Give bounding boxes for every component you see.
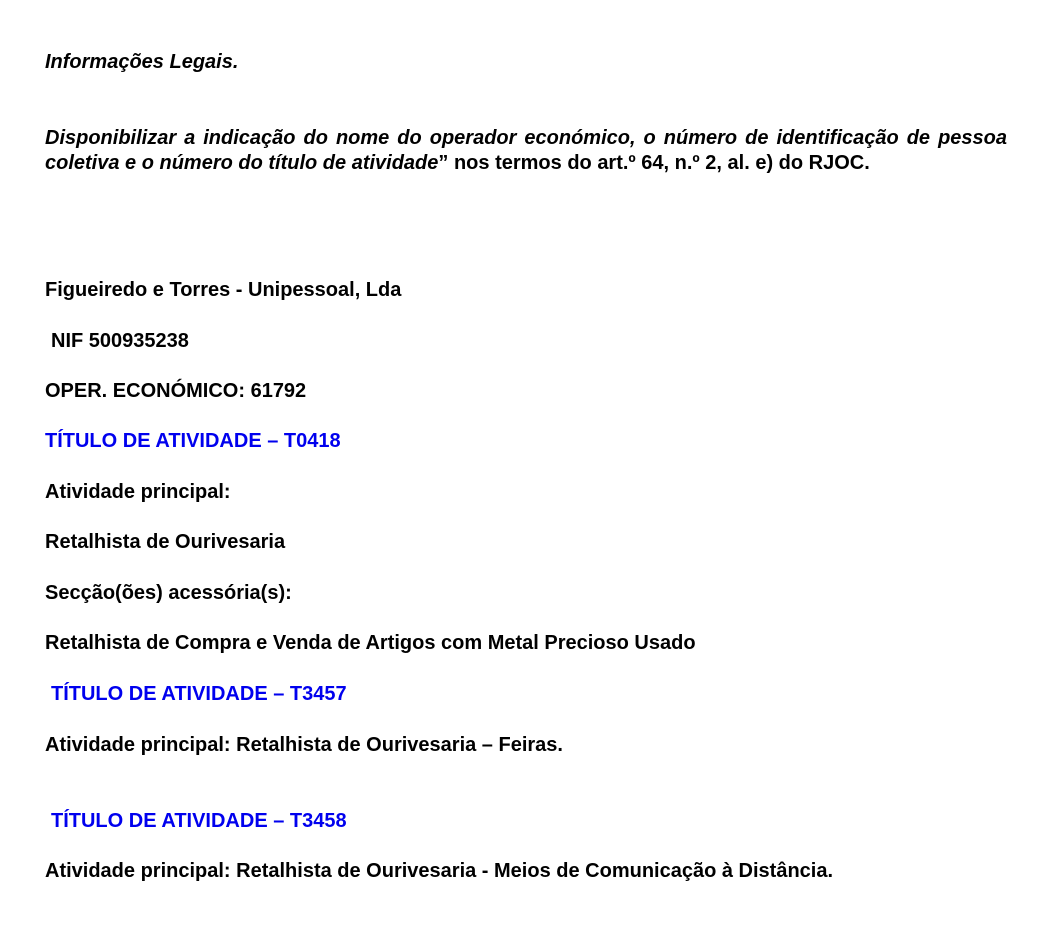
accessory-sections-value: Retalhista de Compra e Venda de Artigos com Metal Precioso Usado xyxy=(45,632,696,654)
company-name: Figueiredo e Torres - Unipessoal, Lda xyxy=(45,279,402,301)
disclosure-italic-text: Disponibilizar a indicação do nome do operador económico, o número de identificação de pessoa coletiva e o número do título de atividade xyxy=(45,127,1007,174)
main-activity-label: Atividade principal: xyxy=(45,481,231,503)
activity-title-t3457: TÍTULO DE ATIVIDADE – T3457 xyxy=(51,683,347,705)
disclosure-paragraph xyxy=(45,126,1007,176)
company-nif: NIF 500935238 xyxy=(51,330,189,352)
page-title: Informações Legais. xyxy=(45,51,239,73)
main-activity-t3458: Atividade principal: Retalhista de Ourivesaria - Meios de Comunicação à Distância. xyxy=(45,860,834,882)
disclosure-plain-text: ” nos termos do art.º 64, n.º 2, al. e) do RJOC. xyxy=(438,152,870,174)
main-activity-t3457: Atividade principal: Retalhista de Ourivesaria – Feiras. xyxy=(45,734,563,756)
activity-title-t0418: TÍTULO DE ATIVIDADE – T0418 xyxy=(45,430,341,452)
accessory-sections-label: Secção(ões) acessória(s): xyxy=(45,582,292,604)
main-activity-value: Retalhista de Ourivesaria xyxy=(45,531,286,553)
economic-operator-number: OPER. ECONÓMICO: 61792 xyxy=(45,380,307,402)
activity-title-t3458: TÍTULO DE ATIVIDADE – T3458 xyxy=(51,810,347,832)
